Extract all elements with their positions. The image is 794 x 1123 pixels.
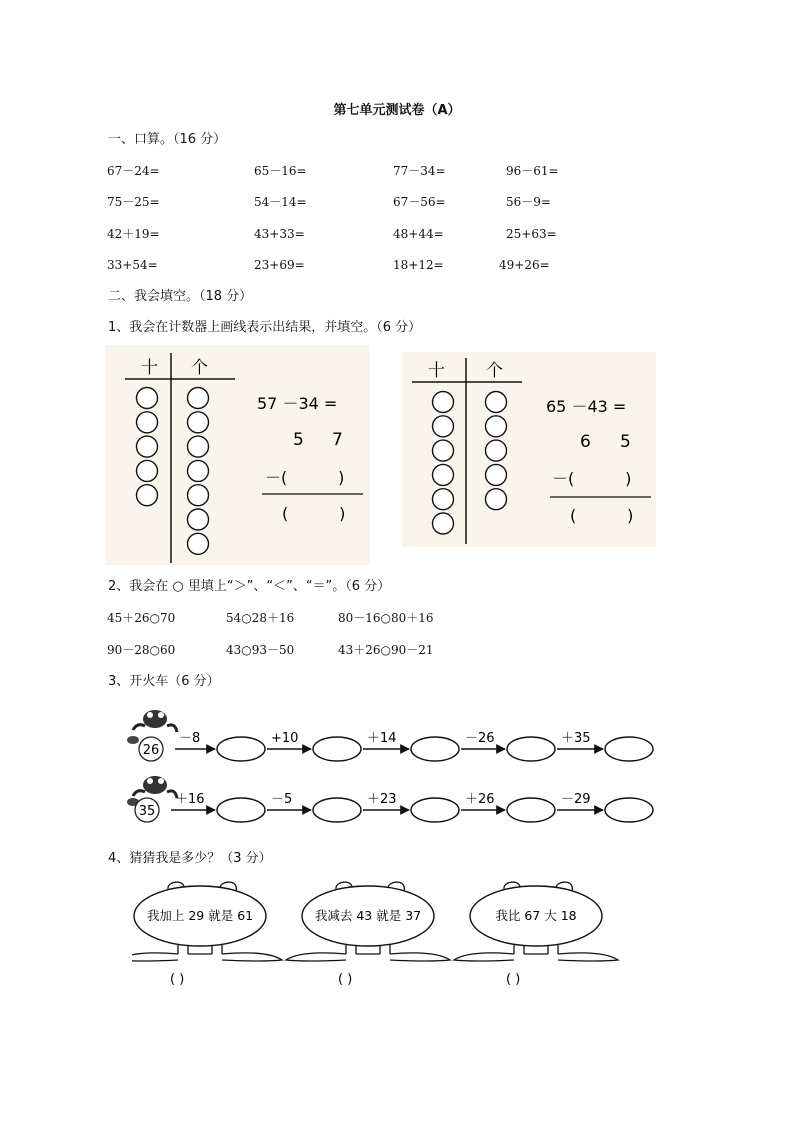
- train-diagram: [115, 702, 665, 837]
- oral-calc-item: 33+54=: [107, 258, 158, 272]
- guess-answer-blank[interactable]: ( ): [506, 972, 521, 987]
- counter-bead: [433, 440, 454, 461]
- counter-bead: [188, 509, 209, 530]
- counter-bead: [188, 388, 209, 409]
- train-operation: －29: [561, 792, 591, 807]
- q4-heading: 4、猜猜我是多少？（3 分）: [108, 851, 272, 866]
- counter-bead: [486, 489, 507, 510]
- section1-heading: 一、口算。（16 分）: [108, 132, 227, 147]
- train-operation: ＋16: [175, 792, 205, 807]
- guess-answer-blank[interactable]: ( ): [338, 972, 353, 987]
- counter-frame: [402, 352, 656, 547]
- oral-calc-item: 67－56=: [393, 195, 446, 209]
- counter1-ones-label: 个: [191, 358, 208, 378]
- guess-figures: [132, 876, 622, 994]
- compare-item: 43○93－50: [226, 643, 295, 657]
- guess-statement: 我比 67 大 18: [495, 908, 577, 923]
- train2-start: 35: [138, 804, 156, 819]
- counter1-expression: 57 －34 =: [257, 394, 338, 413]
- counter1-result-line: ( ): [282, 504, 346, 523]
- answer-oval[interactable]: [507, 798, 555, 822]
- counter-bead: [137, 460, 158, 481]
- counter-bead: [188, 460, 209, 481]
- oral-calc-item: 23+69=: [254, 258, 305, 272]
- guess-figure: [132, 882, 282, 987]
- counter1-tens-digit: 5: [293, 430, 304, 450]
- counter-bead: [137, 412, 158, 433]
- counter-bead: [188, 485, 209, 506]
- train-operation: －8: [179, 731, 201, 746]
- answer-oval[interactable]: [313, 737, 361, 761]
- counter1-minus-line: －( ): [265, 468, 345, 487]
- counter-bead: [137, 388, 158, 409]
- compare-item: 80－16○80＋16: [338, 611, 434, 625]
- counter1-ones-digit: 7: [332, 430, 343, 450]
- oral-calc-item: 49+26=: [499, 258, 550, 272]
- train-operation: ＋35: [561, 731, 591, 746]
- counter-bead: [486, 440, 507, 461]
- counter-bead: [188, 412, 209, 433]
- oral-calc-item: 43+33=: [254, 227, 305, 241]
- counter-bead: [137, 436, 158, 457]
- counter-bead: [433, 464, 454, 485]
- oral-calc-item: 67－24=: [107, 164, 160, 178]
- oral-calc-item: 56－9=: [506, 195, 551, 209]
- counter-bead: [486, 416, 507, 437]
- q2-heading: 2、我会在 ○ 里填上“＞”、“＜”、“＝”。（6 分）: [108, 579, 391, 594]
- train1-start: 26: [142, 743, 160, 758]
- counter2-tens-digit: 6: [580, 432, 591, 452]
- counter-bead: [433, 416, 454, 437]
- oral-calc-item: 54－14=: [254, 195, 307, 209]
- guess-answer-blank[interactable]: ( ): [170, 972, 185, 987]
- guess-figure: [454, 882, 618, 987]
- oral-calc-item: 42＋19=: [107, 227, 160, 241]
- counter2-tens-label: 十: [428, 361, 445, 381]
- compare-item: 90－28○60: [107, 643, 176, 657]
- train-operation: －5: [271, 792, 293, 807]
- counter2-ones-label: 个: [486, 361, 503, 381]
- compare-item: 45＋26○70: [107, 611, 176, 625]
- train-operation: ＋23: [367, 792, 397, 807]
- counter-bead: [188, 436, 209, 457]
- counter-bead: [433, 513, 454, 534]
- oral-calc-item: 77－34=: [393, 164, 446, 178]
- counter-bead: [188, 533, 209, 554]
- compare-item: 54○28＋16: [226, 611, 295, 625]
- answer-oval[interactable]: [411, 798, 459, 822]
- guess-statement: 我减去 43 就是 37: [314, 908, 422, 923]
- guess-figure: [286, 882, 450, 987]
- counter1-tens-beads: [137, 388, 158, 506]
- counter-bead: [486, 464, 507, 485]
- counter2-result-line: ( ): [570, 506, 634, 525]
- page-title: 第七单元测试卷（A）: [333, 103, 461, 118]
- guess-statement: 我加上 29 就是 61: [146, 908, 254, 923]
- counter2-minus-line: －( ): [552, 469, 632, 488]
- compare-item: 43＋26○90－21: [338, 643, 434, 657]
- answer-oval[interactable]: [605, 798, 653, 822]
- q1-heading: 1、我会在计数器上画线表示出结果，并填空。（6 分）: [108, 320, 422, 335]
- oral-calc-item: 18+12=: [393, 258, 444, 272]
- oral-calc-item: 25+63=: [506, 227, 557, 241]
- counter-frame: [105, 345, 370, 565]
- counter2-ones-digit: 5: [620, 432, 631, 452]
- counter2-expression: 65 －43 =: [546, 397, 627, 416]
- train-operation: －26: [465, 731, 495, 746]
- q3-heading: 3、开火车（6 分）: [108, 674, 220, 689]
- oral-calc-item: 48+44=: [393, 227, 444, 241]
- oral-calc-item: 75－25=: [107, 195, 160, 209]
- oral-calc-item: 65－16=: [254, 164, 307, 178]
- counter2-ones-beads: [486, 392, 507, 510]
- answer-oval[interactable]: [217, 798, 265, 822]
- counter-bead: [433, 489, 454, 510]
- answer-oval[interactable]: [217, 737, 265, 761]
- answer-oval[interactable]: [313, 798, 361, 822]
- train-operation: +10: [271, 731, 299, 746]
- answer-oval[interactable]: [411, 737, 459, 761]
- train-operation: ＋14: [367, 731, 397, 746]
- counter-bead: [137, 485, 158, 506]
- section2-heading: 二、我会填空。（18 分）: [108, 289, 253, 304]
- oral-calc-item: 96－61=: [506, 164, 559, 178]
- train-operation: ＋26: [465, 792, 495, 807]
- counter1-tens-label: 十: [141, 358, 158, 378]
- answer-oval[interactable]: [605, 737, 653, 761]
- answer-oval[interactable]: [507, 737, 555, 761]
- counter-bead: [433, 392, 454, 413]
- counter-bead: [486, 392, 507, 413]
